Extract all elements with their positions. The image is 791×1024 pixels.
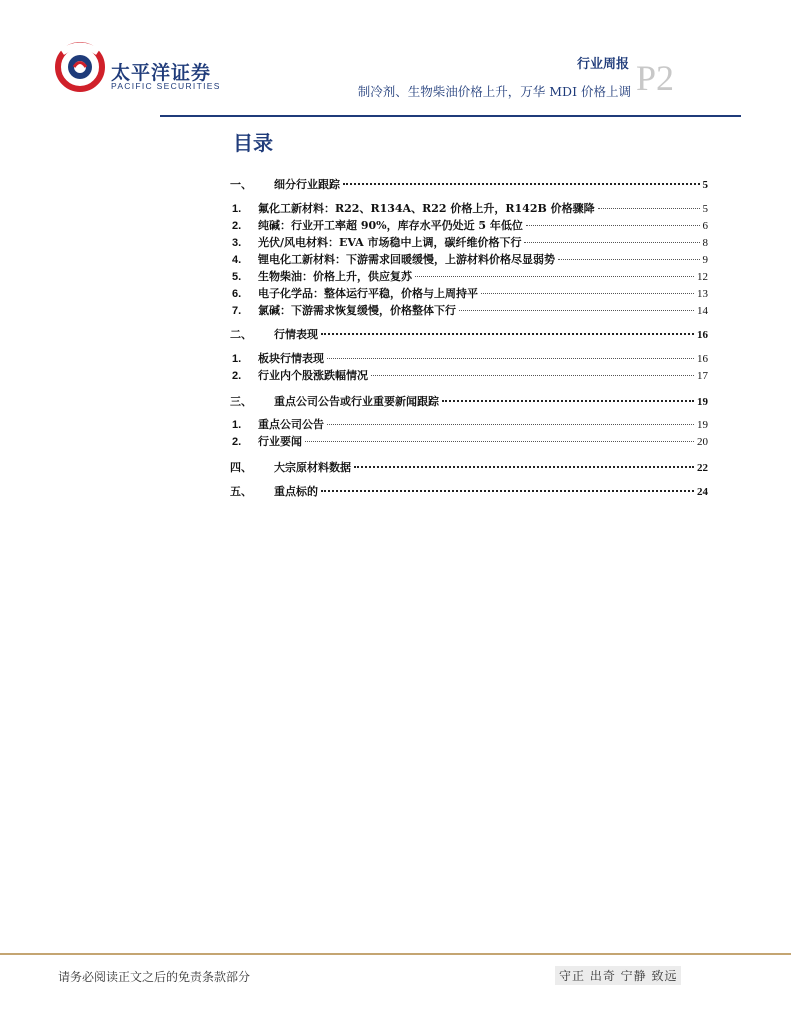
toc-leader-dots (415, 276, 694, 277)
toc-entry-number: 2. (232, 436, 242, 448)
toc-leader-dots (354, 466, 694, 468)
toc-entry[interactable] (230, 485, 708, 499)
toc-entry[interactable] (230, 304, 708, 318)
toc-entry[interactable] (230, 253, 708, 267)
toc-entry-number: 1. (232, 203, 242, 215)
toc-leader-dots (305, 441, 694, 442)
toc-leader-dots (327, 424, 694, 425)
toc-entry-number: 2. (232, 220, 242, 232)
company-slogan: 守正 出奇 宁静 致远 (555, 966, 681, 985)
brand-name-cn: 太平洋证券 (111, 62, 212, 84)
toc-entry-page: 6 (702, 220, 708, 232)
toc-entry-number: 5. (232, 271, 242, 283)
toc-entry-title: 行业要闻 (258, 435, 302, 448)
toc-entry-page: 20 (697, 436, 708, 448)
toc-entry-number: 一、 (230, 178, 252, 191)
toc-leader-dots (321, 333, 694, 335)
toc-leader-dots (442, 400, 694, 402)
toc-entry-title: 氯碱：下游需求恢复缓慢，价格整体下行 (258, 304, 456, 317)
page-number: P2 (636, 58, 675, 98)
toc-leader-dots (327, 358, 694, 359)
toc-entry-title: 锂电化工新材料：下游需求回暖缓慢，上游材料价格尽显弱势 (258, 253, 555, 266)
toc-entry-title: 大宗原材料数据 (274, 461, 351, 474)
pacific-securities-logo-icon (52, 38, 108, 94)
toc-entry-title: 生物柴油：价格上升，供应复苏 (258, 270, 412, 283)
toc-entry-page: 9 (702, 254, 708, 266)
brand-name-en: PACIFIC SECURITIES (111, 81, 221, 91)
toc-entry-page: 19 (697, 396, 708, 408)
disclaimer-text: 请务必阅读正文之后的免责条款部分 (58, 970, 251, 984)
toc-entry[interactable] (230, 202, 708, 216)
toc-entry-page: 14 (697, 305, 708, 317)
toc-entry-number: 6. (232, 288, 242, 300)
toc-title: 目录 (233, 131, 273, 155)
toc-entry-page: 12 (697, 271, 708, 283)
toc-entry-title: 重点公司公告 (258, 418, 324, 431)
toc-entry-number: 五、 (230, 485, 252, 498)
toc-entry-title: 细分行业跟踪 (274, 178, 340, 191)
toc-entry-title: 电子化学品：整体运行平稳，价格与上周持平 (258, 287, 478, 300)
toc-entry[interactable] (230, 270, 708, 284)
toc-leader-dots (371, 375, 694, 376)
toc-entry-page: 5 (702, 203, 708, 215)
report-type: 行业周报 (576, 57, 629, 72)
toc-entry-number: 3. (232, 237, 242, 249)
toc-entry[interactable] (230, 418, 708, 432)
toc-entry-page: 16 (697, 353, 708, 365)
toc-entry-page: 8 (702, 237, 708, 249)
header-divider (160, 115, 741, 117)
toc-entry-title: 氟化工新材料：R22、R134A、R22 价格上升，R142B 价格骤降 (258, 202, 595, 215)
toc-entry-number: 二、 (230, 328, 252, 341)
toc-entry[interactable] (230, 395, 708, 409)
toc-entry-number: 2. (232, 370, 242, 382)
toc-entry-page: 13 (697, 288, 708, 300)
toc-entry-page: 17 (697, 370, 708, 382)
toc-leader-dots (598, 208, 700, 209)
toc-entry-title: 重点标的 (274, 485, 318, 498)
toc-leader-dots (558, 259, 700, 260)
toc-entry-number: 1. (232, 419, 242, 431)
toc-entry[interactable] (230, 178, 708, 192)
toc-entry-page: 22 (697, 462, 708, 474)
toc-entry-page: 19 (697, 419, 708, 431)
toc-entry[interactable] (230, 236, 708, 250)
toc-leader-dots (524, 242, 699, 243)
toc-entry-number: 7. (232, 305, 242, 317)
toc-entry[interactable] (230, 352, 708, 366)
toc-entry-number: 三、 (230, 395, 252, 408)
toc-entry-number: 1. (232, 353, 242, 365)
toc-leader-dots (459, 310, 694, 311)
toc-entry[interactable] (230, 328, 708, 342)
toc-leader-dots (481, 293, 694, 294)
toc-entry[interactable] (230, 219, 708, 233)
toc-entry-title: 板块行情表现 (258, 352, 324, 365)
toc-entry-page: 24 (697, 486, 708, 498)
toc-entry-title: 行业内个股涨跌幅情况 (258, 369, 368, 382)
toc-entry[interactable] (230, 369, 708, 383)
toc-entry[interactable] (230, 435, 708, 449)
toc-entry[interactable] (230, 287, 708, 301)
toc-entry-title: 行情表现 (274, 328, 318, 341)
toc-entry-number: 4. (232, 254, 242, 266)
toc-entry[interactable] (230, 461, 708, 475)
footer-divider (0, 953, 791, 955)
toc-entry-page: 5 (702, 179, 708, 191)
toc-entry-title: 重点公司公告或行业重要新闻跟踪 (274, 395, 439, 408)
toc-leader-dots (343, 183, 700, 185)
toc-leader-dots (526, 225, 700, 226)
toc-leader-dots (321, 490, 694, 492)
toc-entry-title: 纯碱：行业开工率超 90%，库存水平仍处近 5 年低位 (258, 219, 523, 232)
toc-entry-number: 四、 (230, 461, 252, 474)
toc-entry-page: 16 (697, 329, 708, 341)
report-subtitle: 制冷剂、生物柴油价格上升，万华 MDI 价格上调 (357, 84, 631, 99)
toc-entry-title: 光伏/风电材料：EVA 市场稳中上调，碳纤维价格下行 (258, 236, 522, 249)
